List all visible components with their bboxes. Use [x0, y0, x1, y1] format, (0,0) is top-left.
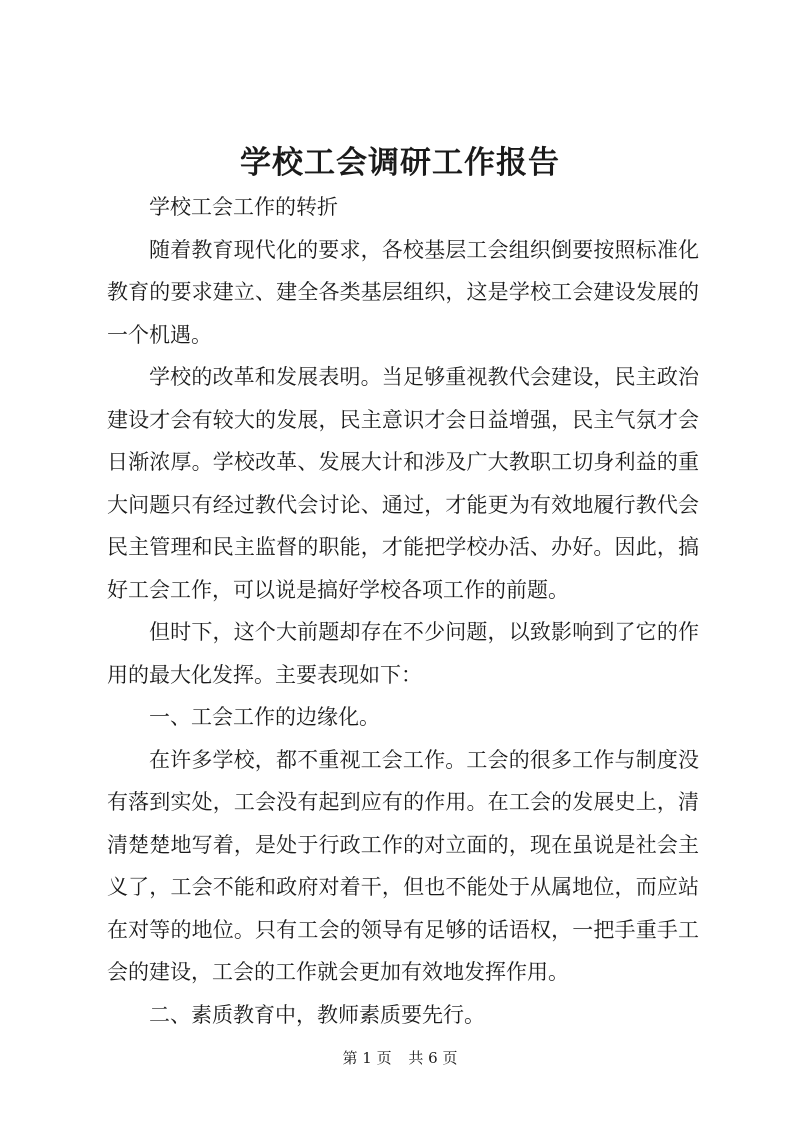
section-heading: 二、素质教育中，教师素质要先行。	[149, 1002, 485, 1027]
page-number: 第 1 页	[342, 1049, 392, 1067]
page-total: 共 6 页	[408, 1049, 458, 1067]
paragraph-heading: 学校工会工作的转折	[149, 195, 338, 219]
document-body	[107, 186, 699, 1036]
section-heading: 一、工会工作的边缘化。	[149, 705, 380, 729]
paragraph: 在许多学校，都不重视工会工作。工会的很多工作与制度没有落到实处，工会没有起到应有的作用。在工会的发展史上，清清楚楚地写着，是处于行政工作的对立面的，现在虽说是社会主义了，工会不能和政府对着干，但也不能处于从属地位，而应站在对等的地位。只有工会的领导有足够的话语权，一把手重手工会的建设，工会的工作就会更加有效地发挥作用。	[107, 747, 699, 984]
document-title: 学校工会调研工作报告	[240, 145, 560, 181]
paragraph: 学校的改革和发展表明。当足够重视教代会建设，民主政治建设才会有较大的发展，民主意识才会日益增强，民主气氛才会日渐浓厚。学校改革、发展大计和涉及广大教职工切身利益的重大问题只有经过教代会讨论、通过，才能更为有效地履行教代会民主管理和民主监督的职能，才能把学校办活、办好。因此，搞好工会工作，可以说是搞好学校各项工作的前题。	[107, 365, 699, 602]
paragraph: 随着教育现代化的要求，各校基层工会组织倒要按照标准化教育的要求建立、建全各类基层组织，这是学校工会建设发展的一个机遇。	[107, 237, 699, 347]
page-footer	[0, 1046, 800, 1070]
paragraph: 但时下，这个大前题却存在不少问题，以致影响到了它的作用的最大化发挥。主要表现如下：	[107, 620, 699, 687]
